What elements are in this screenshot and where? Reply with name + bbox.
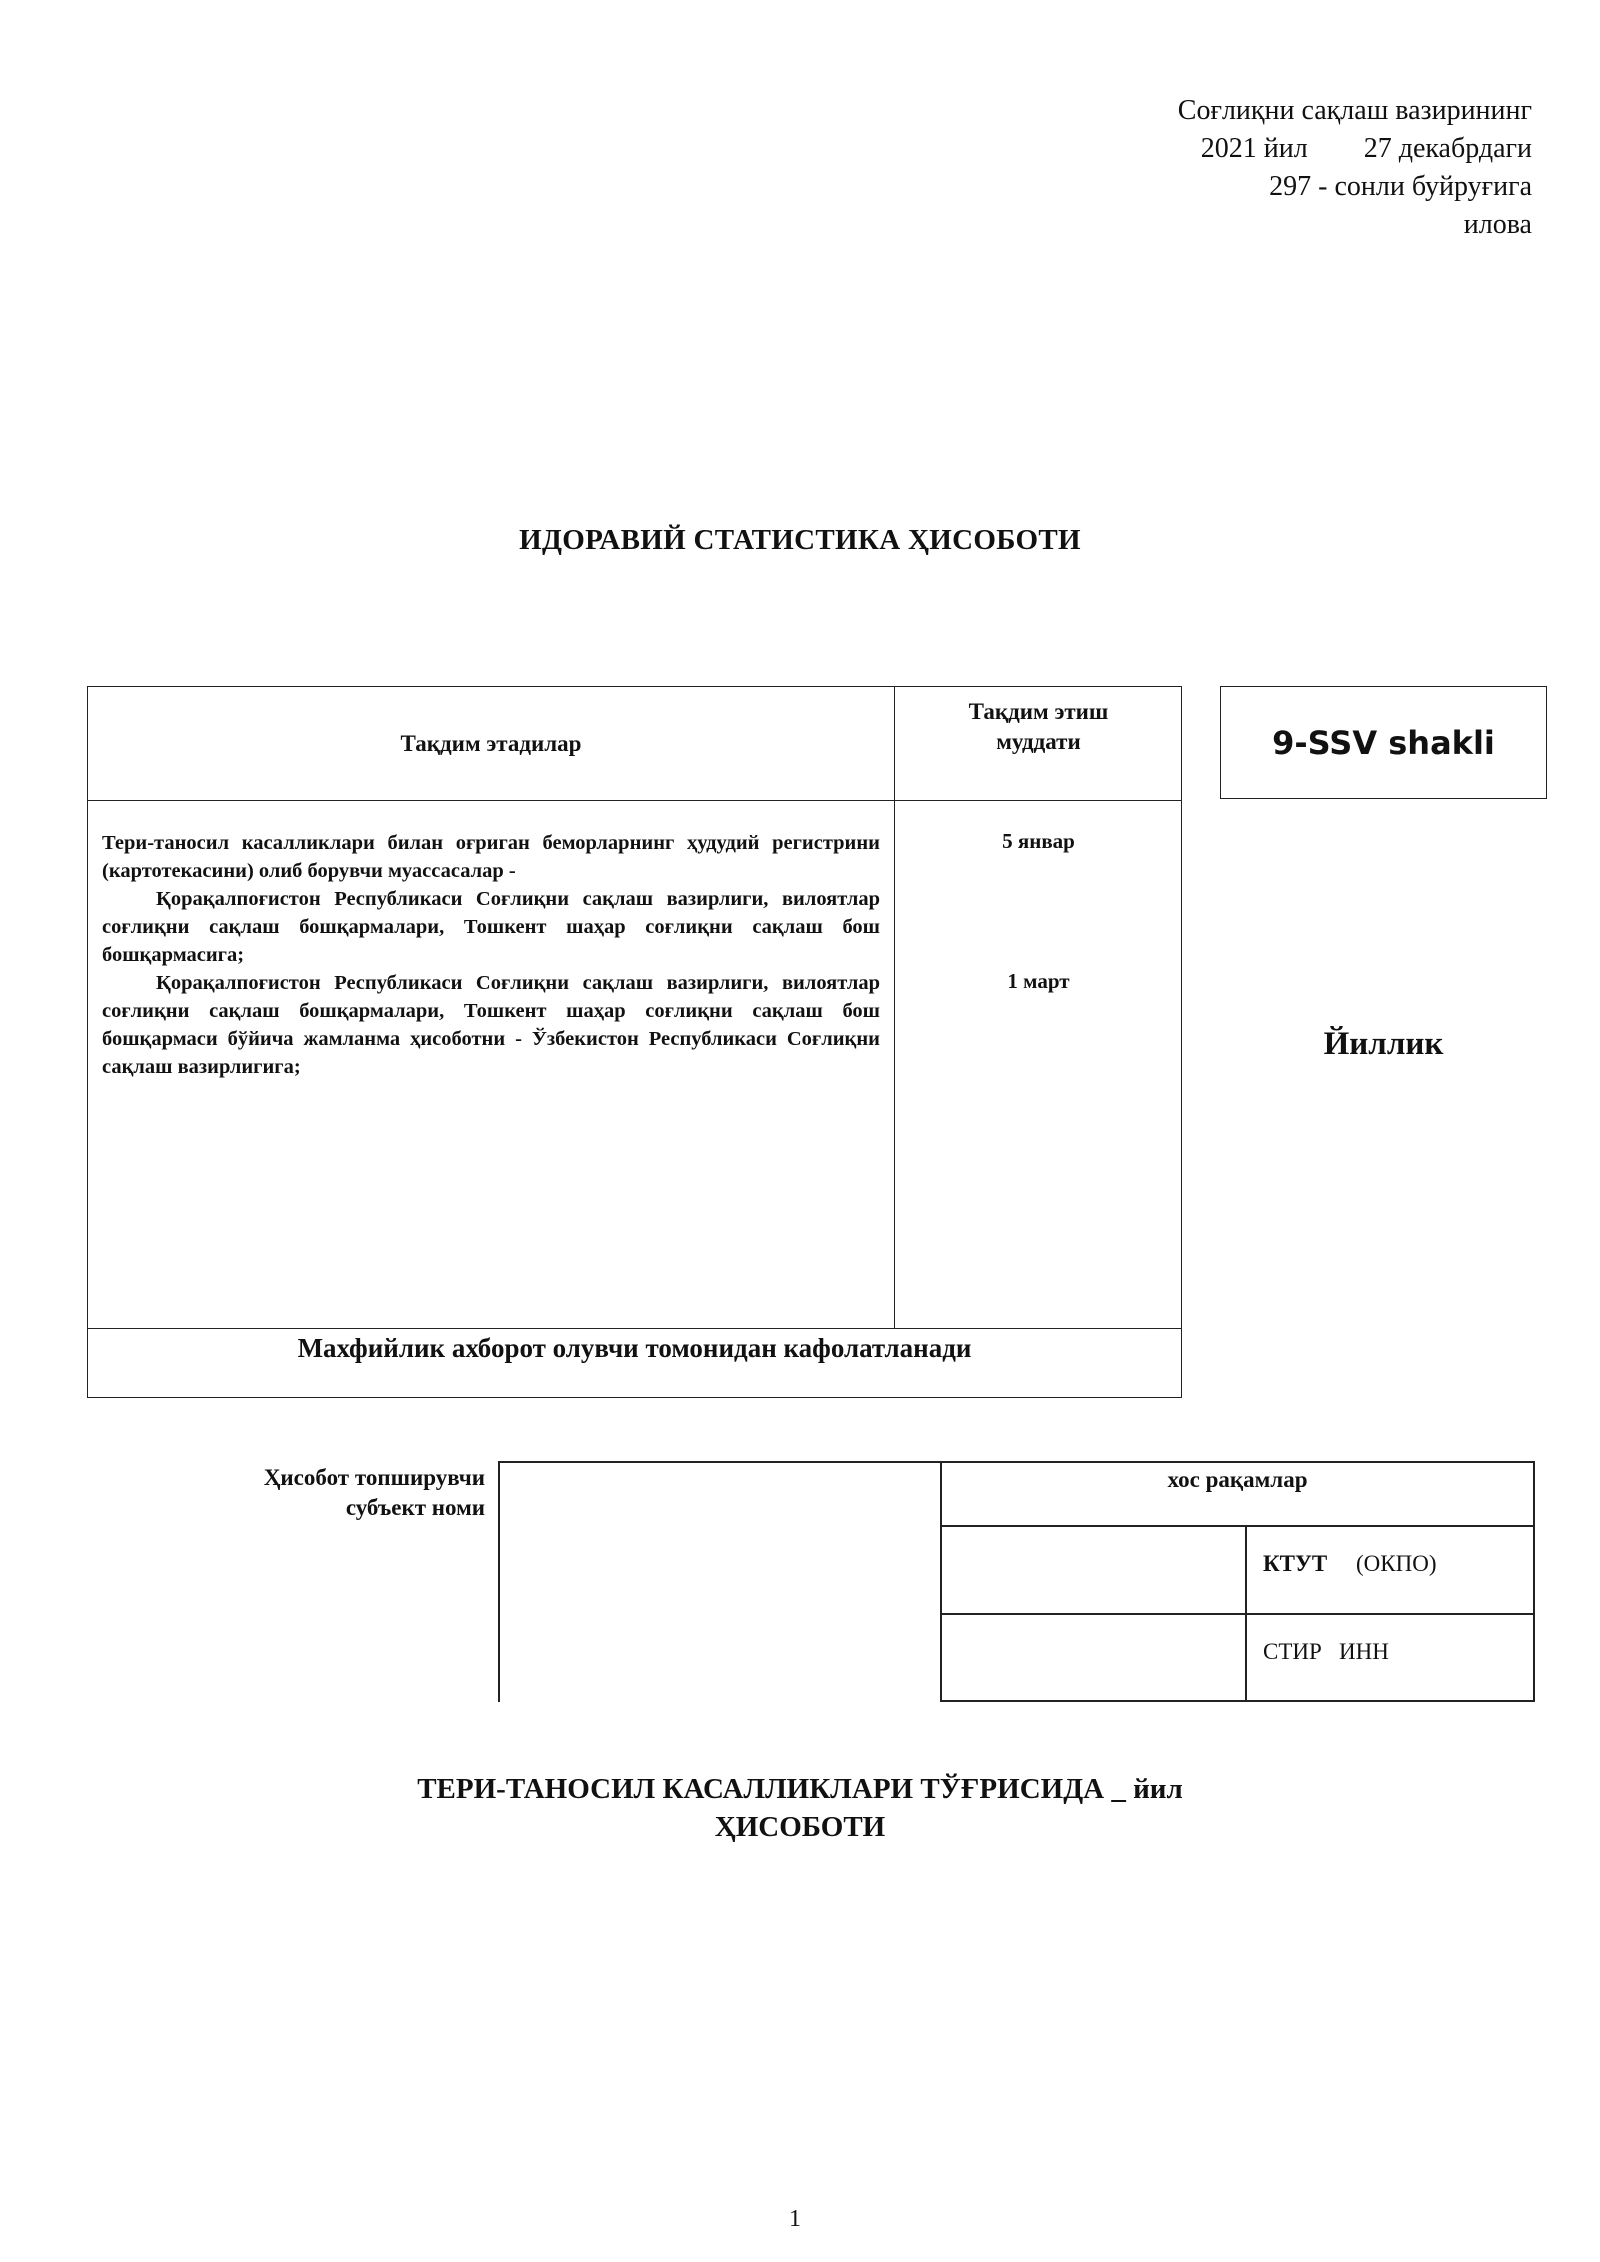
header-deadline (894, 697, 1183, 757)
report-period: Йиллик (1323, 1026, 1444, 1062)
codes-column-divider (1245, 1525, 1247, 1702)
report-title-line-1: ТЕРИ-ТАНОСИЛ КАСАЛЛИКЛАРИ ТЎҒРИСИДА _ йил (417, 1773, 1183, 1805)
table-column-divider (894, 687, 895, 1328)
submission-table (87, 686, 1182, 1398)
main-title: ИДОРАВИЙ СТАТИСТИКА ҲИСОБОТИ (519, 524, 1081, 556)
report-title (0, 1770, 1600, 1846)
codes-bottom-border (940, 1700, 1535, 1702)
submitters-text (102, 829, 880, 1081)
submitters-paragraph-3: Қорақалпоғистон Республикаси Соғлиқни сақлаш вазирлиги, вилоятлар соғлиқни сақлаш бошқармалари, Тошкент шаҳар соғлиқни сақлаш бош бошқармаси бўйича жамланма ҳисоботни - Ўзбекистон Республикаси Соғлиқни сақлаш вазирлигига; (102, 972, 880, 1078)
approval-line-2: 2021 йил 27 декабрдаги (1200, 133, 1532, 164)
subject-label-line-2: субъект номи (345, 1495, 485, 1520)
confidentiality-note: Махфийлик ахборот олувчи томонидан кафолатланади (297, 1333, 972, 1363)
deadline-2: 1 март (1007, 969, 1070, 993)
table-header-divider (88, 800, 1181, 801)
subject-table (498, 1461, 1535, 1702)
approval-line-4: илова (1463, 209, 1532, 240)
page-number: 1 (789, 2206, 801, 2232)
header-submitters: Тақдим этадилар (400, 730, 582, 756)
submitters-paragraph-1: Тери-таносил касалликлари билан оғриган беморларнинг ҳудудий регистрини (картотекасини) олиб борувчи муассасалар - (102, 832, 880, 882)
codes-row-divider-1 (940, 1525, 1535, 1527)
ktut-label (1263, 1551, 1437, 1577)
name-field-left-border (498, 1461, 500, 1702)
header-deadline-line-2: муддати (996, 729, 1081, 754)
codes-title: хос рақамлар (1167, 1467, 1308, 1492)
approval-note (1012, 92, 1532, 244)
form-code: 9-SSV shakli (1272, 723, 1495, 762)
stir-label: СТИР ИНН (1263, 1639, 1389, 1664)
subject-label-line-1: Ҳисобот топширувчи (263, 1465, 485, 1490)
ktut-code: КТУТ (1263, 1551, 1328, 1576)
okpo-code: (ОКПО) (1327, 1551, 1437, 1576)
header-deadline-line-1: Тақдим этиш (968, 699, 1109, 724)
form-code-box (1220, 686, 1547, 799)
report-title-line-2: ҲИСОБОТИ (714, 1811, 886, 1843)
codes-row-divider-2 (940, 1613, 1535, 1615)
approval-line-3: 297 - сонли буйруғига (1269, 171, 1532, 202)
deadline-1: 5 январ (1002, 829, 1075, 853)
subject-name-label (160, 1463, 485, 1523)
approval-line-1: Соғлиқни сақлаш вазирининг (1177, 95, 1532, 126)
submitters-paragraph-2: Қорақалпоғистон Республикаси Соғлиқни сақлаш вазирлиги, вилоятлар соғлиқни сақлаш бошқармалари, Тошкент шаҳар соғлиқни сақлаш бош бошқармасига; (102, 888, 880, 966)
